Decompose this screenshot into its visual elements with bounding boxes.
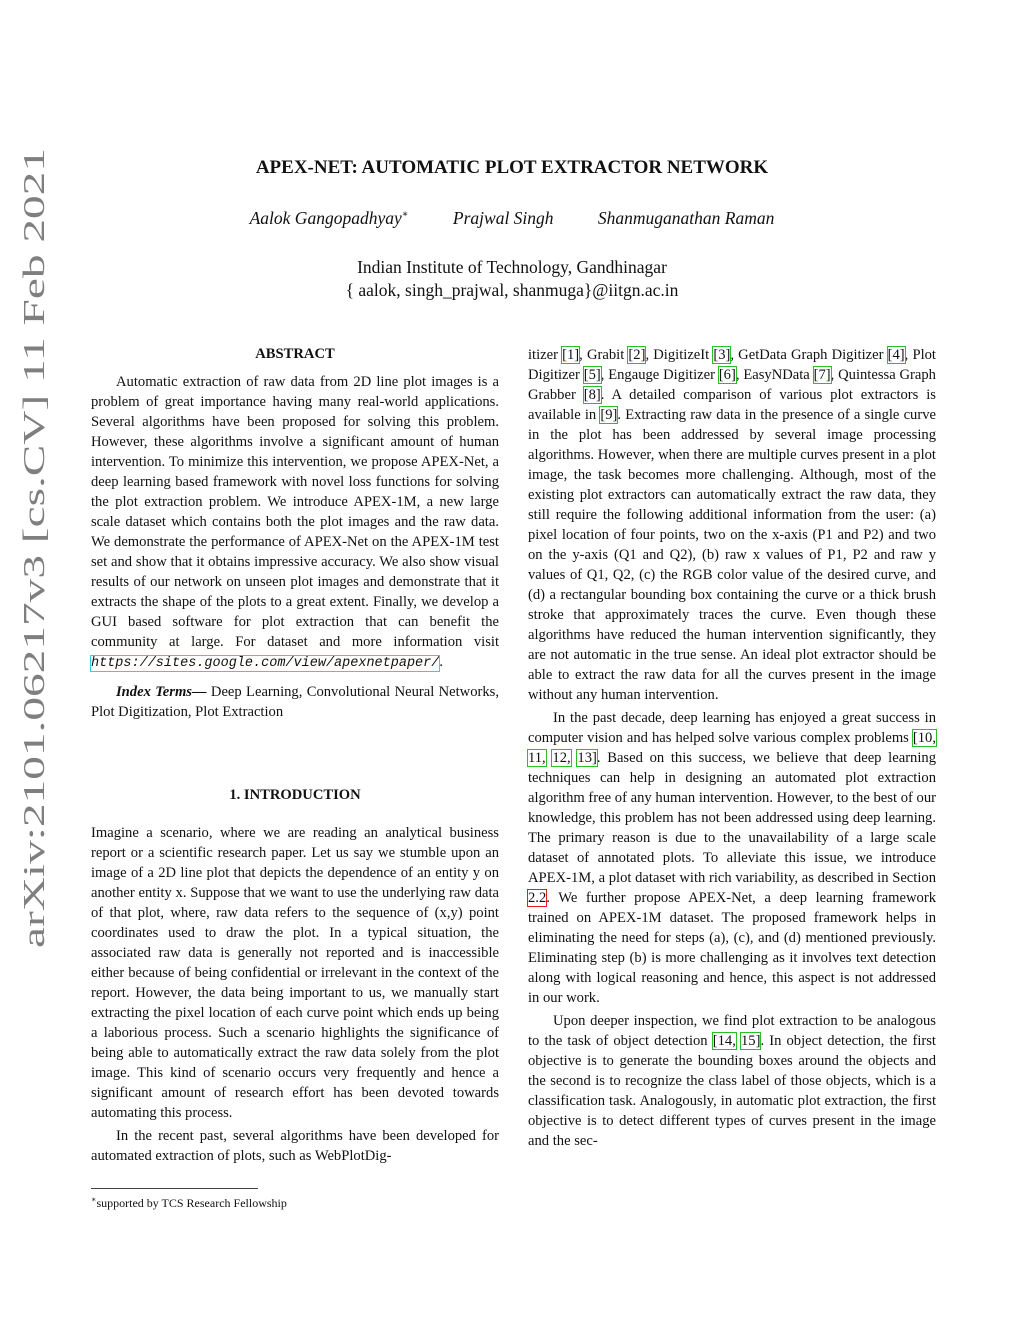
author-1: Aalok Gangopadhyay∗ bbox=[249, 208, 409, 228]
right-paragraph-3: Upon deeper inspection, we find plot extraction to be analogous to the task of object detection [14, 15]. In object detection, the first objective is to generate the bounding boxes around the objects and the second is to recognize the class label of those objects, which is a classification task. Analogously, in automatic plot extraction, the first objective is to detect different types of curves present in the image and the sec- bbox=[528, 1013, 936, 1149]
intro-left bbox=[91, 823, 499, 1166]
footnote: ∗supported by TCS Research Fellowship bbox=[91, 1195, 287, 1210]
intro-heading: 1. INTRODUCTION bbox=[229, 787, 361, 803]
right-paragraph-2: In the past decade, deep learning has enjoyed a great success in computer vision and has helped solve various complex problems [10, 11, 12, 13]. Based on this success, we believe that deep learning techniques can help in designing an automated plot extraction algorithm free of any human intervention. However, to the best of our knowledge, this problem has not been addressed using deep learning. The primary reason is due to the unavailability of a large scale dataset of annotated plots. To alleviate this issue, we introduce APEX-1M, a plot dataset with rich variability, as described in Section 2.2. We further propose APEX-Net, a deep learning framework trained on APEX-1M dataset. The proposed framework helps in eliminating the need for steps (a), (c), and (d) mentioned previously. Eliminating step (b) is more challenging as it involves text detection along with logical reasoning and hence, this aspect is not addressed in our work. bbox=[528, 710, 937, 1006]
citation-link[interactable]: [8] bbox=[583, 387, 601, 403]
footnote-rule bbox=[91, 1188, 258, 1189]
dataset-link[interactable]: https://sites.google.com/view/apexnetpaper/ bbox=[91, 656, 440, 671]
affiliation: Indian Institute of Technology, Gandhinagar bbox=[357, 257, 667, 277]
citation-link[interactable]: [6] bbox=[718, 367, 736, 383]
citation-link[interactable]: [14, bbox=[712, 1033, 736, 1049]
citation-link[interactable]: [2] bbox=[628, 347, 646, 363]
citation-link[interactable]: [1] bbox=[562, 347, 580, 363]
right-paragraph-1: itizer [1], Grabit [2], DigitizeIt [3], GetData Graph Digitizer [4], Plot Digitizer [5], Engauge Digitizer [6], EasyNData [7], Quintessa Graph Grabber [8]. A detailed comparison of various plot extractors is available in [9]. Extracting raw data in the presence of a single curve in the plot has been addressed by several image processing algorithms. However, when there are multiple curves present in a plot image, the task becomes more challenging. Although, most of the existing plot extractors can automatically extract the raw data, they still require the following additional information from the user: (a) pixel location of four points, two on the x-axis (P1 and P2) and two on the y-axis (Q1 and Q2), (b) raw x values of P1, P2 and raw y values of Q1, Q2, (c) the RGB color value of the desired curve, and (d) a rectangular bounding box containing the curve or a thick brush stroke that approximately traces the curve. Even though these algorithms have reduced the human intervention significantly, they are not automatic in the true sense. An ideal plot extractor should be able to extract the raw data for all the curves present in the image without any human intervention. bbox=[528, 347, 936, 703]
section-ref-link[interactable]: 2.2 bbox=[528, 890, 547, 906]
intro-paragraph-1: Imagine a scenario, where we are reading an analytical business report or a scientific research paper. Let us say we stumble upon an image of a 2D line plot that depicts the dependence of an entity y on another entity x. Suppose that we want to use the underlying raw data of that plot, where, raw data refers to the sequence of (x,y) point coordinates used to draw the plot. In a typical situation, the associated raw data is generally not reported and is inaccessible either because of being confidential or irrelevant in the context of the report. However, the data being important to us, we manually start extracting the pixel location of each curve point which ends up being a laborious process. Such a scenario highlights the significance of being able to automatically extract the raw data solely from the plot image. This kind of scenario occurs very frequently and hence a significant amount of research effort has been devoted towards automating this process. bbox=[91, 825, 499, 1121]
author-list bbox=[0, 208, 1024, 229]
citation-link[interactable]: 11, bbox=[528, 750, 546, 766]
citation-link[interactable]: 12, bbox=[552, 750, 571, 766]
index-terms: Index Terms— Deep Learning, Convolutional Neural Networks, Plot Digitization, Plot Extraction bbox=[91, 684, 500, 720]
author-3: Shanmuganathan Raman bbox=[597, 208, 775, 228]
intro-paragraph-2: In the recent past, several algorithms have been developed for automated extraction of plots, such as WebPlotDig- bbox=[91, 1128, 499, 1164]
left-column bbox=[91, 372, 499, 722]
citation-link[interactable]: [7] bbox=[813, 367, 831, 383]
abstract-heading: ABSTRACT bbox=[255, 346, 335, 362]
citation-link[interactable]: 13] bbox=[577, 750, 597, 766]
author-2: Prajwal Singh bbox=[452, 208, 554, 228]
author-emails: { aalok, singh_prajwal, shanmuga}@iitgn.ac.in bbox=[345, 280, 679, 300]
citation-link[interactable]: [9] bbox=[600, 407, 618, 423]
abstract-text: Automatic extraction of raw data from 2D line plot images is a problem of great importance having many real-world applications. Several algorithms have been proposed for solving this problem. However, these algorithms involve a significant amount of human intervention. To minimize this intervention, we propose APEX-Net, a deep learning based framework with novel loss functions for solving the plot extraction problem. We introduce APEX-1M, a new large scale dataset which contains both the plot images and the raw data. We demonstrate the performance of APEX-Net on the APEX-1M test set and show that it obtains impressive accuracy. We also show visual results of our network on unseen plot images and demonstrate that it extracts the shape of the plots to a great extent. Finally, we develop a GUI based software for plot extraction that can benefit the community at large. For dataset and more information visit https://sites.google.com/view/apexnetpaper/. bbox=[91, 374, 499, 671]
citation-link[interactable]: 15] bbox=[740, 1033, 761, 1049]
right-column bbox=[528, 345, 936, 1151]
citation-link[interactable]: [5] bbox=[583, 367, 601, 383]
citation-link[interactable]: [3] bbox=[713, 347, 731, 363]
paper-title: APEX-NET: AUTOMATIC PLOT EXTRACTOR NETWORK bbox=[255, 157, 769, 178]
citation-link[interactable]: [10, bbox=[912, 730, 936, 746]
citation-link[interactable]: [4] bbox=[887, 347, 905, 363]
arxiv-id-text: arXiv:2101.06217v3 [cs.CV] 11 Feb 2021 bbox=[16, 423, 51, 948]
